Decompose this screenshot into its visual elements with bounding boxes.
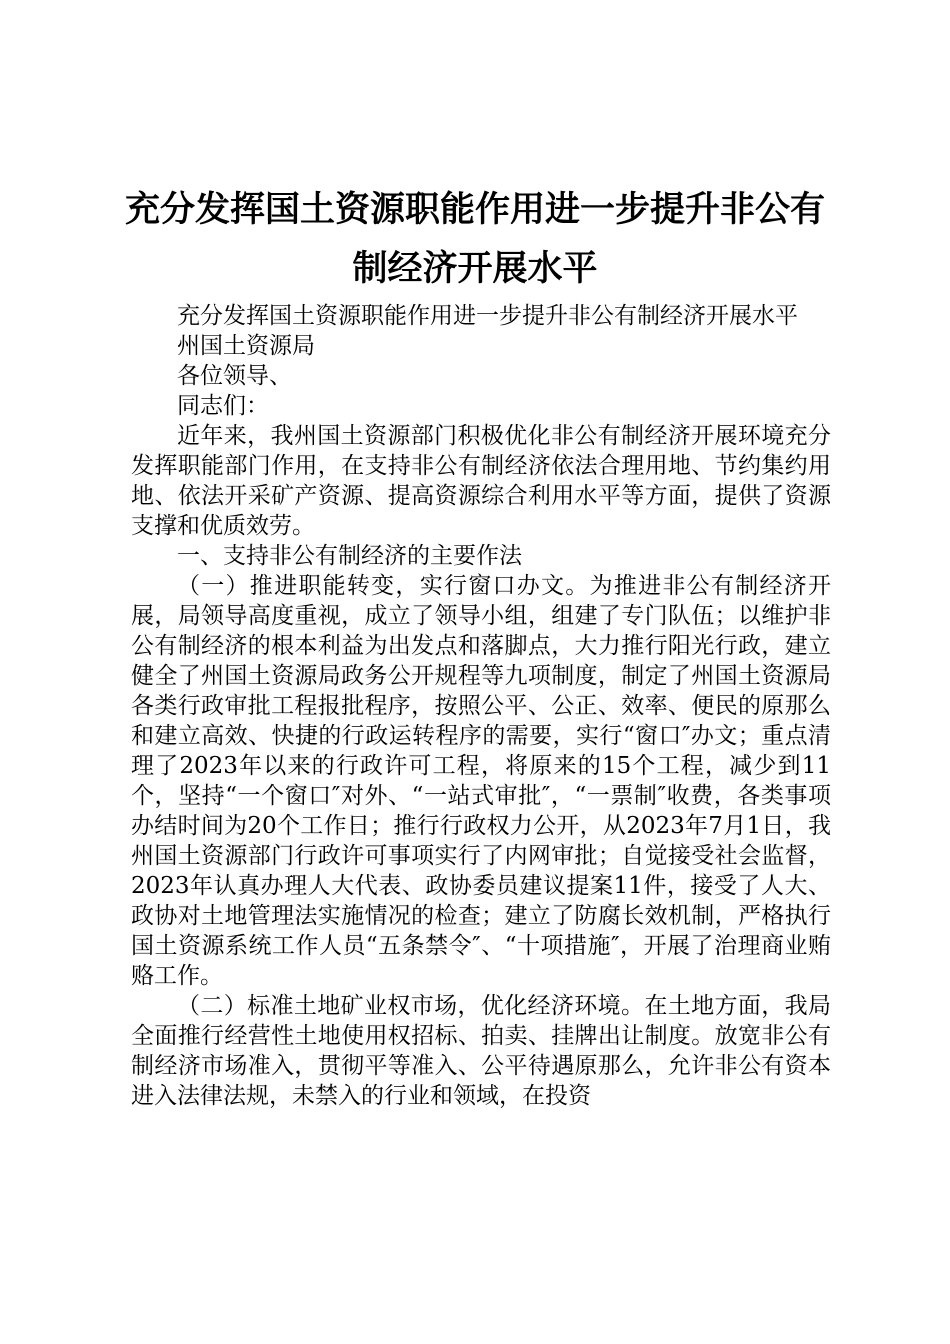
body-paragraph: （二）标准土地矿业权市场，优化经济环境。在土地方面，我局全面推行经营性土地使用权招标、拍卖、挂牌出让制度。放宽非公有制经济市场准入，贯彻平等准入、公平待遇原那么，允许非公有资本进入法律法规，未禁入的行业和领域，在投资 [131,993,831,1109]
intro-paragraph: 近年来，我州国土资源部门积极优化非公有制经济开展环境充分发挥职能部门作用，在支持非公有制经济依法合理用地、节约集约用地、依法开采矿产资源、提高资源综合利用水平等方面，提供了资源支撑和优质效劳。 [131,423,831,539]
body-paragraph: （一）推进职能转变，实行窗口办文。为推进非公有制经济开展，局领导高度重视，成立了领导小组，组建了专门队伍；以维护非公有制经济的根本利益为出发点和落脚点，大力推行阳光行政，建立健全了州国土资源局政务公开规程等九项制度，制定了州国土资源局各类行政审批工程报批程序，按照公平、公正、效率、便民的原那么和建立高效、快捷的行政运转程序的需要，实行“窗口″办文；重点清理了2023年以来的行政许可工程，将原来的15个工程，减少到11个，坚持“一个窗口″对外、“一站式审批″，“一票制″收费，各类事项办结时间为20个工作日；推行行政权力公开，从2023年7月1日，我州国土资源部门行政许可事项实行了内网审批；自觉接受社会监督，2023年认真办理人大代表、政协委员建议提案11件，接受了人大、政协对土地管理法实施情况的检查；建立了防腐长效机制，严格执行国土资源系统工作人员“五条禁令″、“十项措施″，开展了治理商业贿赂工作。 [131,573,831,989]
salutation-leaders: 各位领导、 [177,363,292,389]
subtitle-paragraph: 充分发挥国土资源职能作用进一步提升非公有制经济开展水平 [177,303,798,329]
document-title-line-1: 充分发挥国土资源职能作用进一步提升非公有 [124,190,825,230]
author-paragraph: 州国土资源局 [177,333,315,359]
salutation-comrades: 同志们： [177,393,269,419]
section-heading-1: 一、支持非公有制经济的主要作法 [177,543,522,569]
document-title-line-2: 制经济开展水平 [352,249,598,289]
document-body [131,301,831,1111]
